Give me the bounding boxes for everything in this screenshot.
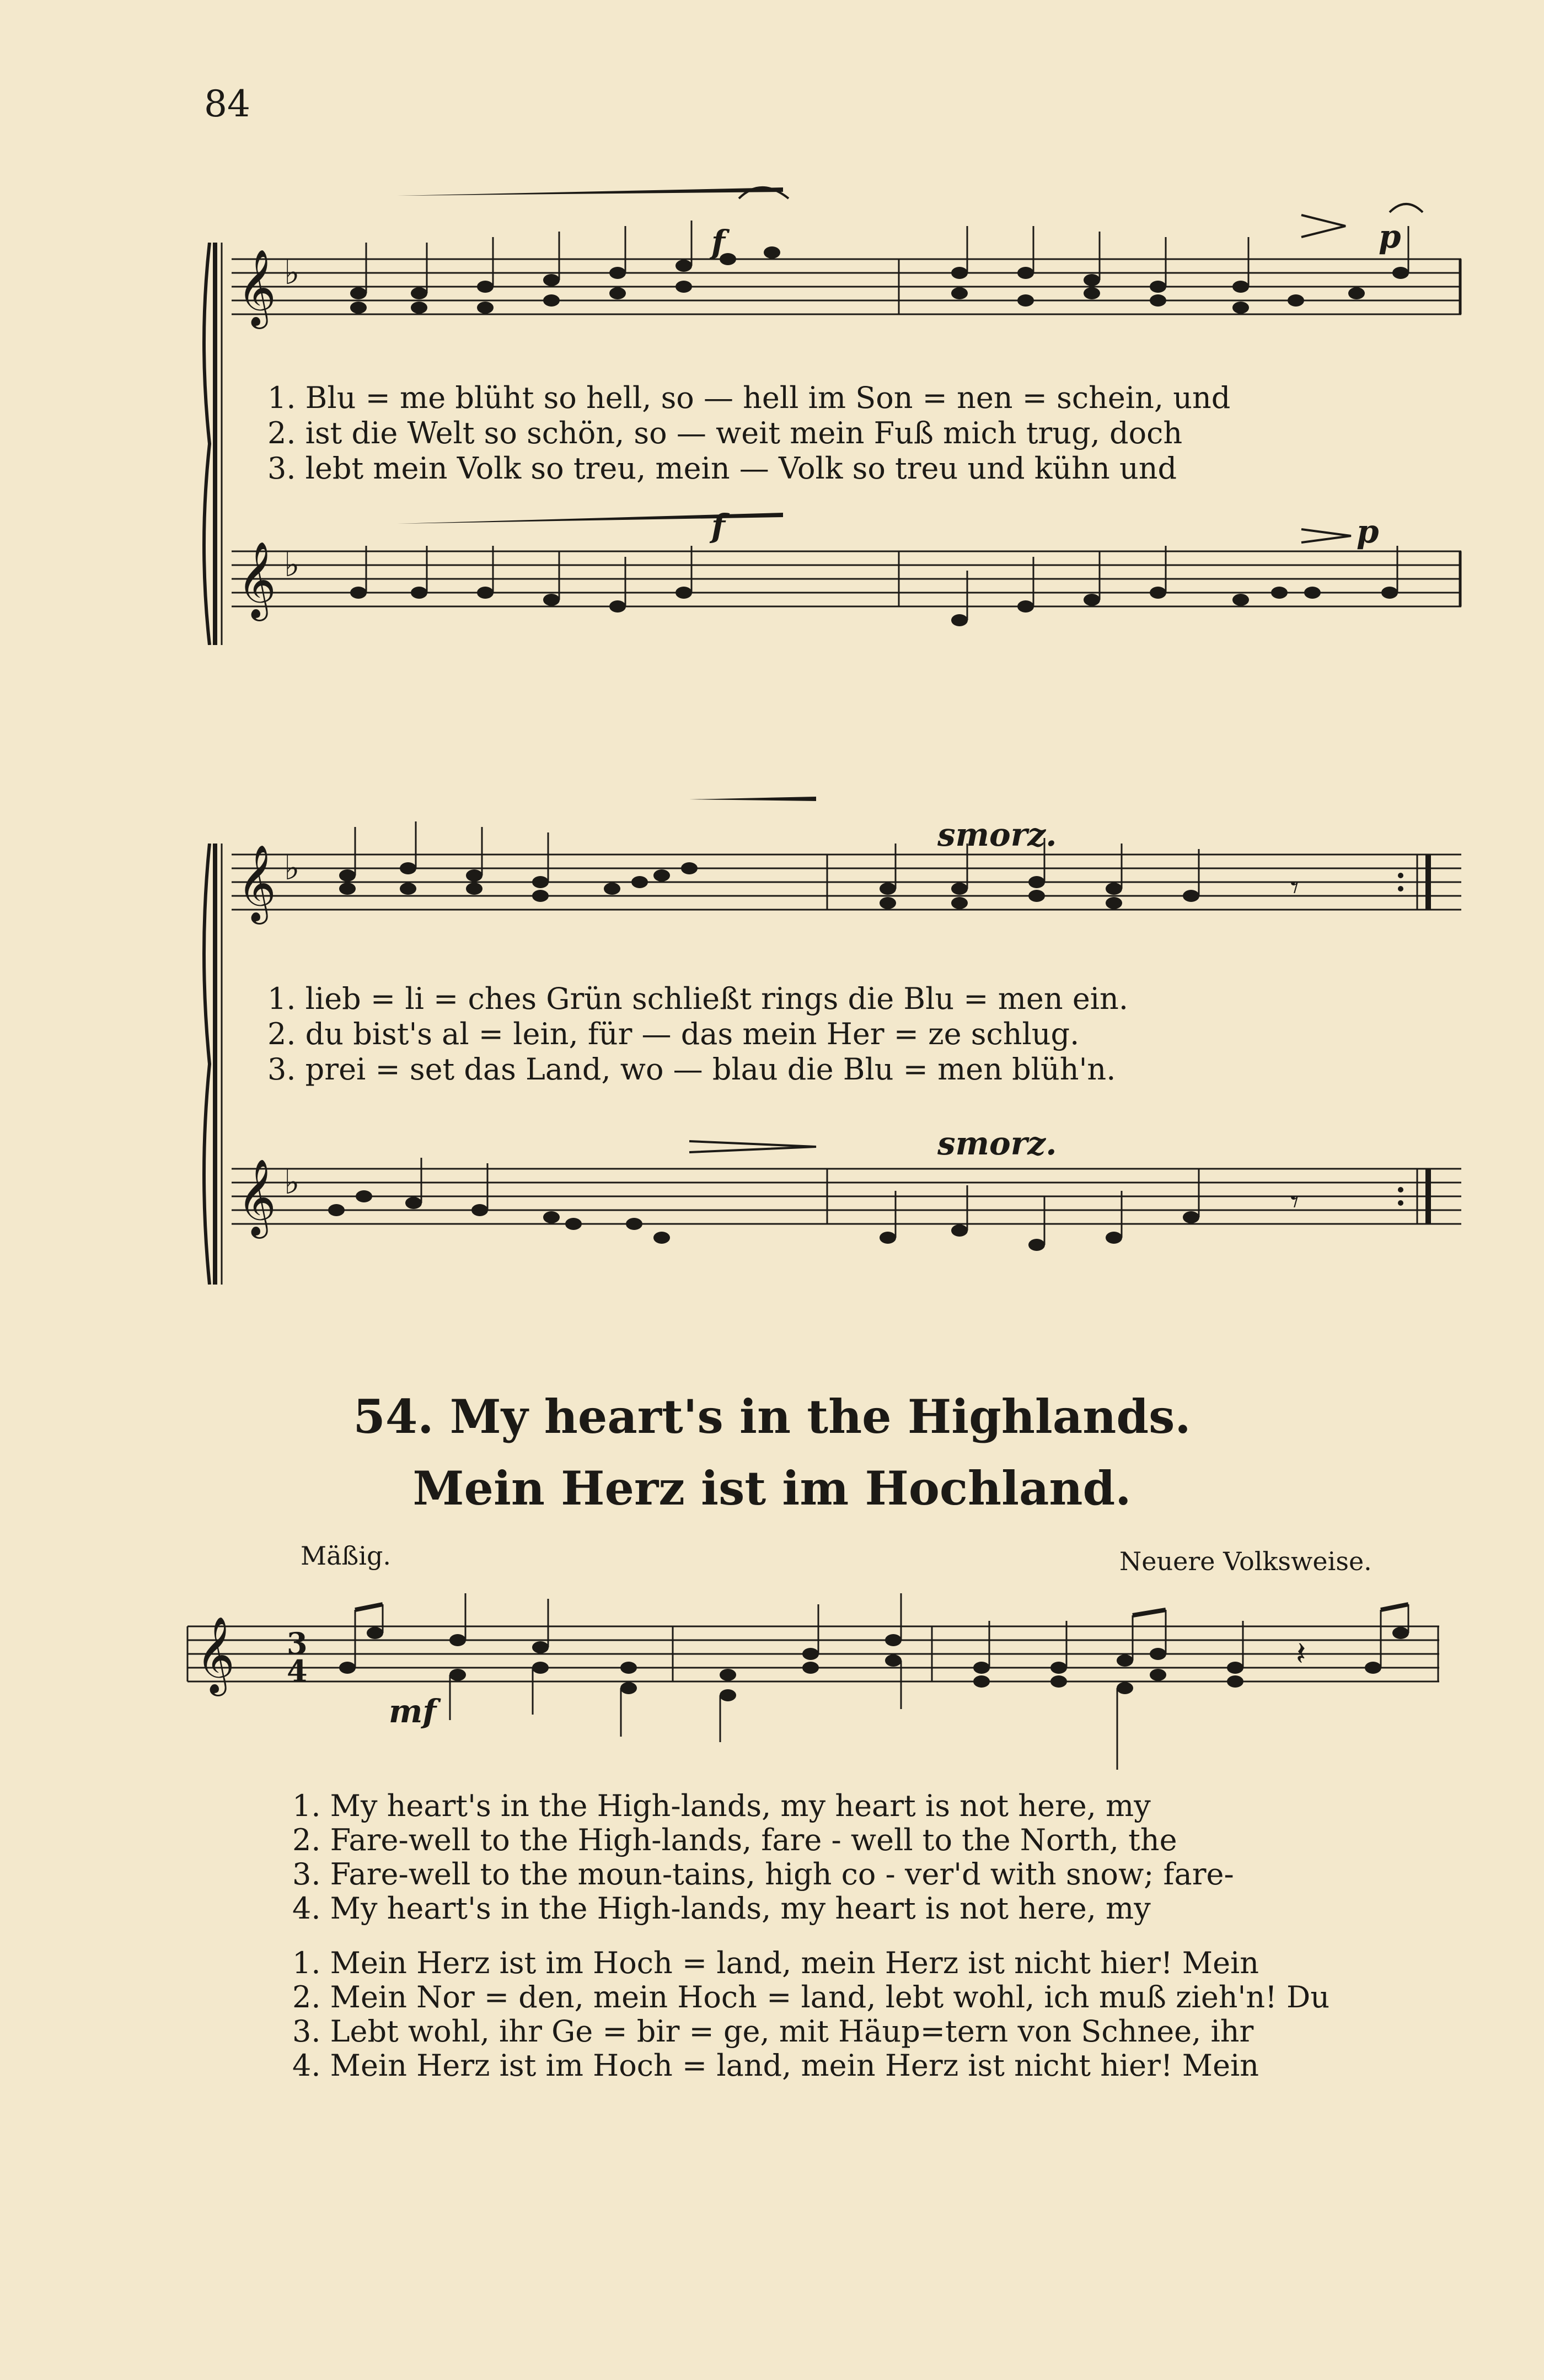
smorzando-upper: smorz. xyxy=(937,816,1057,853)
dynamic-piano-upper: p xyxy=(1379,218,1401,255)
staff-notation xyxy=(232,249,1461,369)
smorzando-lower: smorz. xyxy=(937,1125,1057,1162)
lyrics-de-verse-2: 2. Mein Nor = den, mein Hoch = land, lebt wohl, ich muß zieh'n! Du xyxy=(292,1980,1330,2014)
system-brace xyxy=(193,243,226,645)
lower-staff xyxy=(232,507,1461,618)
system-brace-2 xyxy=(193,844,226,1285)
svg-text:4: 4 xyxy=(287,1653,308,1689)
dynamic-forte-upper: f xyxy=(711,223,725,261)
svg-text:♭: ♭ xyxy=(284,1163,300,1202)
staff-notation-2-lower xyxy=(232,1159,1461,1279)
lyrics-en-verse-4: 4. My heart's in the High-lands, my heart is not here, my xyxy=(292,1891,1151,1926)
svg-text:3: 3 xyxy=(287,1626,308,1661)
lyrics-verse-3: 3. lebt mein Volk so treu, mein — Volk so treu und kühn und xyxy=(267,451,1177,486)
svg-text:𝄾: 𝄾 xyxy=(1290,868,1299,907)
svg-text:♭: ♭ xyxy=(284,546,300,584)
music-system-1 xyxy=(193,182,1461,634)
lyrics-verse-1: 1. Blu = me blüht so hell, so — hell im Son = nen = schein, und xyxy=(267,380,1231,415)
lyrics-system-2 xyxy=(267,981,1481,1087)
svg-text:𝄞: 𝄞 xyxy=(237,541,276,618)
svg-text:𝄾: 𝄾 xyxy=(1290,1183,1299,1221)
page-number: 84 xyxy=(204,83,250,125)
lyrics-verse-2b: 2. du bist's al = lein, für — das mein Her = ze schlug. xyxy=(267,1017,1080,1051)
svg-text:𝄞: 𝄞 xyxy=(196,1616,235,1693)
lyrics-de-verse-4: 4. Mein Herz ist im Hoch = land, mein Herz ist nicht hier! Mein xyxy=(292,2048,1259,2083)
lyrics-en-verse-3: 3. Fare-well to the moun-tains, high co - ver'd with snow; fare- xyxy=(292,1857,1234,1892)
music-system-3 xyxy=(187,1615,1456,1792)
dynamic-piano-lower: p xyxy=(1357,513,1379,550)
staff-notation-lower xyxy=(232,541,1461,662)
lower-staff-2 xyxy=(232,1125,1461,1235)
tempo-marking: Mäßig. xyxy=(301,1541,392,1571)
song-title-german: Mein Herz ist im Hochland. xyxy=(412,1461,1132,1516)
upper-staff xyxy=(232,218,1461,326)
svg-text:𝄞: 𝄞 xyxy=(237,845,276,921)
lyrics-de-verse-3: 3. Lebt wohl, ihr Ge = bir = ge, mit Häup=tern von Schnee, ihr xyxy=(292,2014,1254,2049)
lyrics-en-verse-2: 2. Fare-well to the High-lands, fare - well to the North, the xyxy=(292,1823,1177,1857)
song-title-english: 54. My heart's in the Highlands. xyxy=(353,1389,1191,1444)
song-staff xyxy=(187,1616,1456,1730)
svg-text:𝄽: 𝄽 xyxy=(1296,1635,1306,1673)
lyrics-verse-1b: 1. lieb = li = ches Grün schließt rings die Blu = men ein. xyxy=(267,981,1128,1016)
lyrics-en-verse-1: 1. My heart's in the High-lands, my heart is not here, my xyxy=(292,1788,1151,1823)
svg-text:♭: ♭ xyxy=(284,849,300,888)
staff-notation-2 xyxy=(232,845,1461,965)
music-system-2 xyxy=(193,772,1461,1268)
song-lyrics-english xyxy=(292,1789,1234,1926)
lyrics-system-1 xyxy=(267,380,1481,486)
svg-text:𝄞: 𝄞 xyxy=(237,1159,276,1235)
staff-notation-3 xyxy=(187,1616,1445,1770)
lyrics-verse-2: 2. ist die Welt so schön, so — weit mein Fuß mich trug, doch xyxy=(267,416,1183,450)
upper-staff-2 xyxy=(232,816,1461,921)
dynamic-mezzoforte: mf xyxy=(389,1693,437,1730)
lyrics-verse-3b: 3. prei = set das Land, wo — blau die Blu = men blüh'n. xyxy=(267,1052,1116,1087)
composer-attribution: Neuere Volksweise. xyxy=(1119,1546,1372,1576)
dynamic-forte-lower: f xyxy=(711,507,725,545)
svg-text:♭: ♭ xyxy=(284,254,300,292)
lyrics-de-verse-1: 1. Mein Herz ist im Hoch = land, mein Herz ist nicht hier! Mein xyxy=(292,1946,1259,1980)
song-lyrics-german xyxy=(292,1946,1329,2083)
svg-text:𝄞: 𝄞 xyxy=(237,249,276,326)
